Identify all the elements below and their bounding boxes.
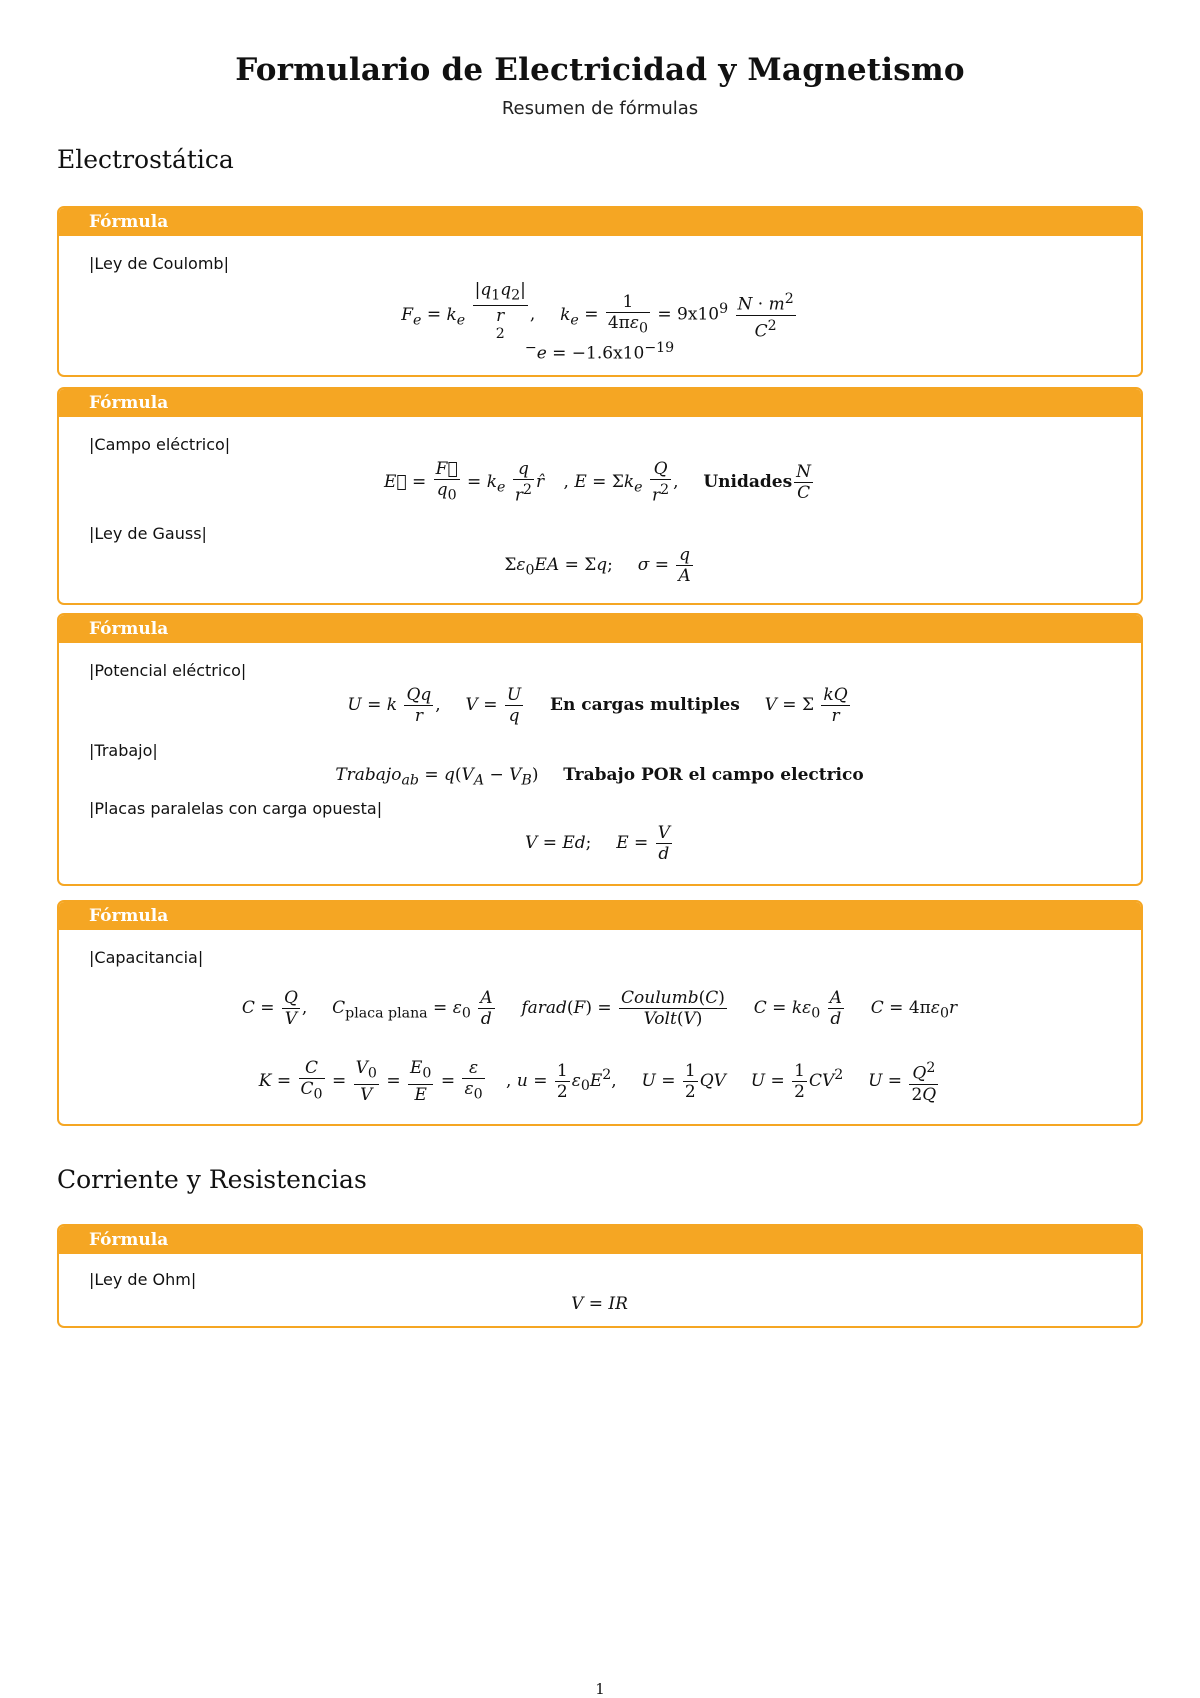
formula-box-ohm [57, 1224, 1143, 1328]
formula-box-potencial [57, 613, 1143, 886]
document-subtitle: Resumen de fórmulas [501, 98, 699, 119]
formula-box-header: Fórmula [59, 902, 1141, 930]
formula-box-header: Fórmula [59, 389, 1141, 417]
equation-gauss-law: $\Sigma\varepsilon_0EA = \Sigma q$; σ = $\frac{q}{A}$ [504, 545, 691, 586]
equation-ohm-law: V = IR [571, 1294, 628, 1314]
formula-box-coulomb [57, 206, 1143, 377]
equation-work: Trabajo$_{ab}$ = $q(V_A - V_B)$ Trabajo POR el campo electrico [335, 765, 864, 789]
equation-capacitance: C = $\frac{Q}{V}$ , $C_{placa plana} = \varepsilon_0$ $\frac{A}{d}$ farad(F) = $\frac{\text{Coulumb(C)}}{\text{Volt(V)}}$ $C = k\varepsilon_0$ $\frac{A}{d}$ $C = 4\pi\varepsilon_0r$ [241, 988, 958, 1029]
page-number: 1 [595, 1680, 605, 1698]
formula-box-capacitancia [57, 900, 1143, 1126]
label-campo-electrico: |Campo eléctrico| [89, 435, 231, 454]
label-placas-paralelas: |Placas paralelas con carga opuesta| [89, 799, 383, 818]
document-title: Formulario de Electricidad y Magnetismo [235, 52, 965, 88]
label-capacitancia: |Capacitancia| [89, 948, 204, 967]
formula-box-header: Fórmula [59, 1226, 1141, 1254]
note-cargas-multiples: En cargas multiples [550, 695, 740, 715]
label-ley-de-ohm: |Ley de Ohm| [89, 1270, 197, 1289]
equation-electron-charge: $^-e = -1.6x10^{-19}$ [524, 340, 675, 364]
section-heading-corriente-resistencias: Corriente y Resistencias [57, 1165, 367, 1194]
section-heading-electrostatica: Electrostática [57, 145, 234, 174]
formula-box-header: Fórmula [59, 208, 1141, 236]
label-potencial-electrico: |Potencial eléctrico| [89, 661, 247, 680]
equation-electric-potential: U = k $\frac{Qq}{r}$ , V = $\frac{U}{q}$ En cargas multiples V = Σ $\frac{kQ}{r}$ [347, 685, 848, 726]
label-ley-de-gauss: |Ley de Gauss| [89, 524, 207, 543]
equation-coulomb-force: $F_e = k_e$ $|q_1q_2|$ r $^2$, $k_e$ = $\frac{1}{4\pi\varepsilon_0}$ = $9x10^9$ $\frac{N \cdot m^2}{C^2}$ [401, 280, 794, 343]
label-trabajo: |Trabajo| [89, 741, 158, 760]
label-ley-de-coulomb: |Ley de Coulomb| [89, 254, 229, 273]
equation-parallel-plates: V = Ed; E = $\frac{V}{d}$ [525, 823, 670, 864]
formula-box-campo-gauss [57, 387, 1143, 605]
equation-electric-field: E⃗ = $\frac{F⃗}{q_0}$ = $k_e$ $\frac{q}{r^2}$ r̂ , $E = \Sigma k_e$ $\frac{Q}{r^2}$ , Unidades $\frac{N}{C}$ [383, 459, 812, 506]
equation-dielectric-energy: K = $\frac{C}{C_0}$ = $\frac{V_0}{V}$ = $\frac{E_0}{E}$ = $\frac{\varepsilon}{\varepsilon_0}$ , u = $\frac{1}{2}$ $\varepsilon_0E^2$, U = $\frac{1}{2}$ QV U = $\frac{1}{2}$ $CV^2$ U = $\frac{Q^2}{2Q}$ [258, 1058, 937, 1105]
formula-box-header: Fórmula [59, 615, 1141, 643]
note-trabajo-por-campo: Trabajo POR el campo electrico [563, 765, 864, 785]
